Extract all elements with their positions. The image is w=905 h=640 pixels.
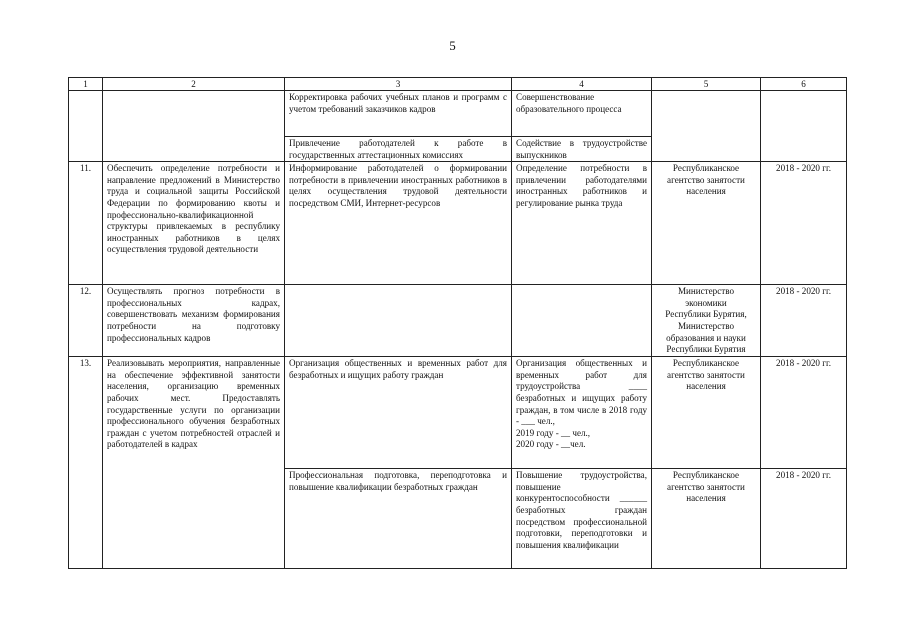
result-line: 2019 году - __ чел., xyxy=(516,427,591,438)
result-cell xyxy=(512,357,652,469)
header-cell-2: 2 xyxy=(103,78,285,91)
measures-table xyxy=(68,77,847,569)
table-row xyxy=(69,91,847,137)
executor-cell: Республиканское агентство занятости населения xyxy=(652,162,761,285)
executor-line: Министерство xyxy=(677,320,735,331)
term-cell: 2018 - 2020 гг. xyxy=(761,357,847,469)
result-line: 2020 году - __чел. xyxy=(516,439,586,450)
measure-cell: Организация общественных и временных работ для безработных и ищущих работу граждан xyxy=(285,357,512,469)
number-cell xyxy=(69,91,103,162)
task-cell: Осуществлять прогноз потребности в профессиональных кадрах, совершенствовать механизм формирования потребности на подготовку профессиональных кадров xyxy=(103,285,285,357)
header-cell-4: 4 xyxy=(512,78,652,91)
term-cell: 2018 - 2020 гг. xyxy=(761,469,847,569)
executor-line: Республики Бурятия, xyxy=(665,309,747,320)
result-cell: Содействие в трудоустройстве выпускников xyxy=(512,137,652,162)
measure-cell: Информирование работодателей о формировании потребности в привлечении иностранных работников в целях осуществления трудовой деятельности посредством СМИ, Интернет-ресурсов xyxy=(285,162,512,285)
table-row xyxy=(69,285,847,357)
measure-cell: Корректировка рабочих учебных планов и программ с учетом требований заказчиков кадров xyxy=(285,91,512,137)
term-cell: 2018 - 2020 гг. xyxy=(761,285,847,357)
table-row xyxy=(69,162,847,285)
executor-line: образования и науки xyxy=(666,332,746,343)
executor-line: экономики xyxy=(685,297,727,308)
page-number: 5 xyxy=(449,38,456,53)
task-cell: Обеспечить определение потребности и направление предложений в Министерство труда и социальной защиты Российской Федерации по формированию квоты и профессионально-квалификационной структуры привлекаемых в республику иностранных работников в целях осуществления трудовой деятельности xyxy=(103,162,285,285)
result-cell xyxy=(512,285,652,357)
measure-cell: Профессиональная подготовка, переподготовка и повышение квалификации безработных граждан xyxy=(285,469,512,569)
task-cell xyxy=(103,91,285,162)
executor-line: Министерство xyxy=(677,286,735,297)
executor-line: Республики Бурятия xyxy=(666,344,746,355)
row-number: 11. xyxy=(69,162,103,285)
result-cell: Определение потребности в привлечении работодателями иностранных работников и регулирование рынка труда xyxy=(512,162,652,285)
executor-cell: Республиканское агентство занятости населения xyxy=(652,469,761,569)
executor-cell xyxy=(652,91,761,162)
row-number: 12. xyxy=(69,285,103,357)
header-cell-3: 3 xyxy=(285,78,512,91)
executor-cell xyxy=(652,285,761,357)
row-number: 13. xyxy=(69,357,103,569)
measure-cell: Привлечение работодателей к работе в государственных аттестационных комиссиях xyxy=(285,137,512,162)
table-row xyxy=(69,357,847,469)
header-row xyxy=(69,78,847,91)
header-cell-5: 5 xyxy=(652,78,761,91)
executor-cell: Республиканское агентство занятости населения xyxy=(652,357,761,469)
header-cell-1: 1 xyxy=(69,78,103,91)
result-cell: Повышение трудоустройства, повышение конкурентоспособности ______ безработных граждан посредством профессиональной подготовки, переподготовки и повышения квалификации xyxy=(512,469,652,569)
term-cell: 2018 - 2020 гг. xyxy=(761,162,847,285)
task-cell: Реализовывать мероприятия, направленные на обеспечение эффективной занятости населения, организацию временных рабочих мест. Предоставлять государственные услуги по организации профессионального обучения безработных граждан с учетом потребностей отраслей и работодателей в кадрах xyxy=(103,357,285,569)
header-cell-6: 6 xyxy=(761,78,847,91)
result-line: Организация общественных и временных работ для трудоустройства ____ безработных и ищущих работу граждан, в том числе в 2018 году - ___ чел., xyxy=(516,358,647,427)
result-cell: Совершенствование образовательного процесса xyxy=(512,91,652,137)
term-cell xyxy=(761,91,847,162)
measure-cell xyxy=(285,285,512,357)
